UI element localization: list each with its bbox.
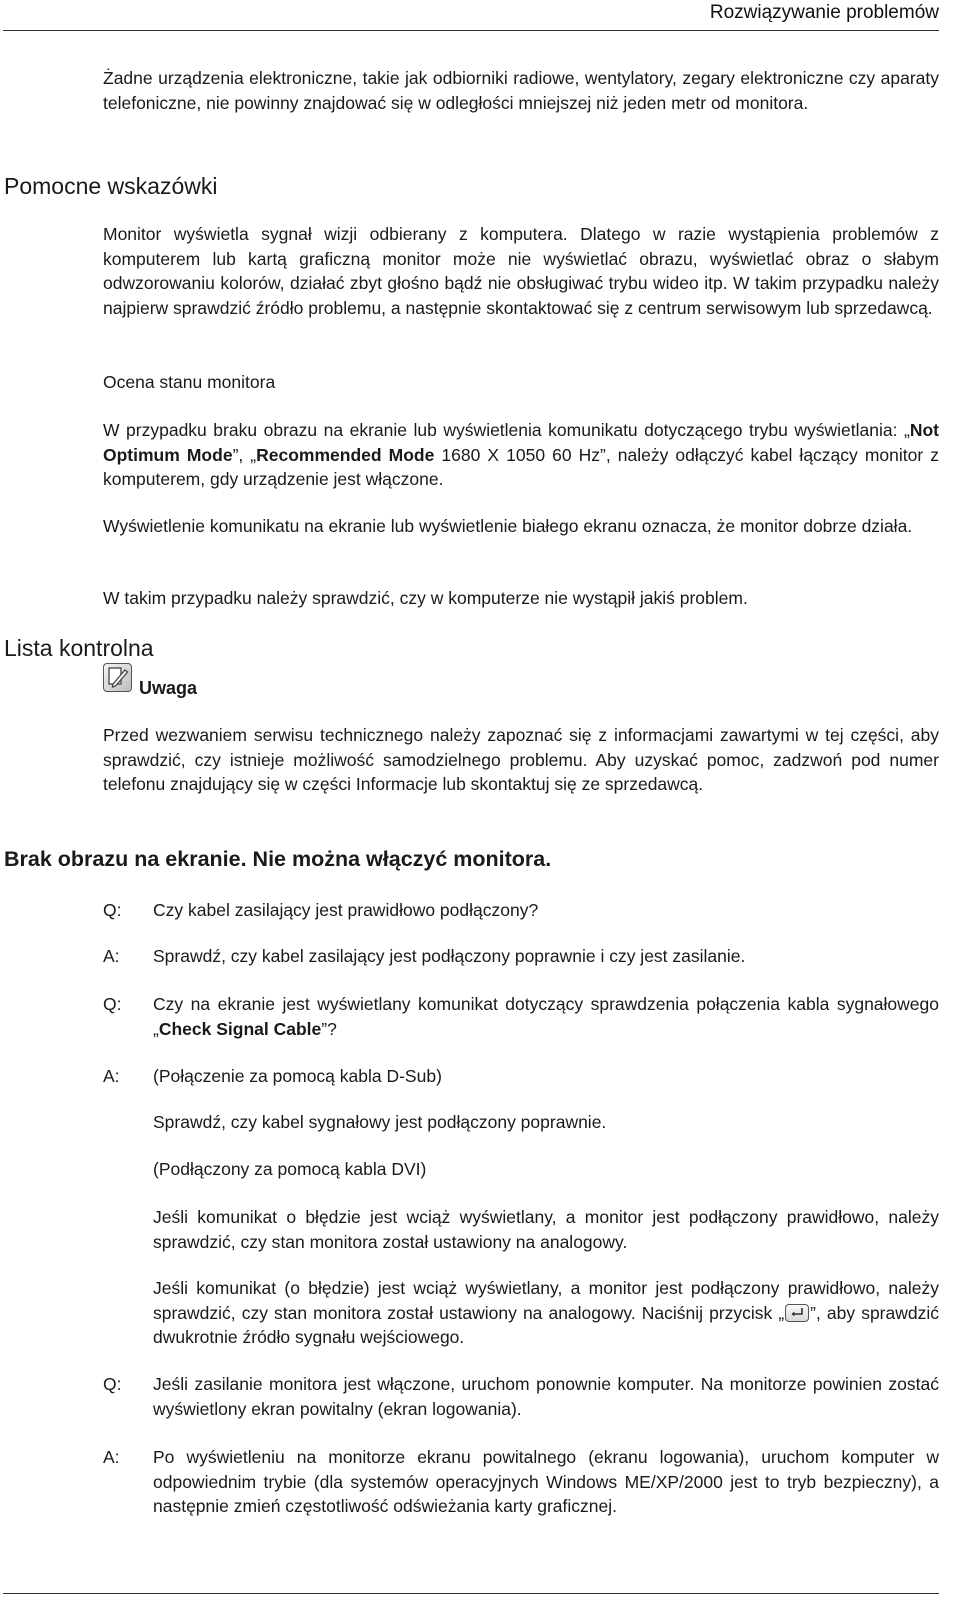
- question-label: Q:: [103, 1374, 122, 1394]
- question-3: Jeśli zasilanie monitora jest włączone, uruchom ponownie komputer. Na monitorze powinien zostać wyświetlony ekran powitalny (ekran logowania).: [153, 1374, 939, 1419]
- question-label: Q:: [103, 994, 122, 1014]
- not-optimum-mode-text: Not Optimum Mode: [103, 420, 939, 465]
- question-label: Q:: [103, 900, 122, 920]
- no-image-heading: Brak obrazu na ekranie. Nie można włączyć monitora.: [4, 847, 552, 871]
- tips-paragraph-2-end: 1680 X 1050 60 Hz”, należy odłączyć kabel łączący monitor z komputerem, gdy urządzenie jest włączone.: [103, 444, 940, 489]
- answer-1: Sprawdź, czy kabel zasilający jest podłączony poprawnie i czy jest zasilanie.: [153, 946, 746, 966]
- page-header-title: Rozwiązywanie problemów: [709, 2, 939, 23]
- answer-2-dvi: (Podłączony za pomocą kabla DVI): [153, 1159, 427, 1179]
- header-divider: [3, 30, 939, 31]
- footer-divider: [3, 1593, 939, 1594]
- answer-2-source-check-end: ”, aby sprawdzić dwukrotnie źródło sygnału wejściowego.: [153, 1302, 939, 1347]
- question-1: Czy kabel zasilający jest prawidłowo podłączony?: [153, 900, 539, 920]
- answer-3: Po wyświetleniu na monitorze ekranu powitalnego (ekranu logowania), uruchom komputer w odpowiednim trybie (dla systemów operacyjnych Windows ME/XP/2000 jest to tryb bezpieczny), a następnie zmień częstotliwość odświeżania karty graficznej.: [153, 1447, 939, 1516]
- tips-paragraph-2-mid: ”, „: [232, 444, 257, 465]
- monitor-check-subheading: Ocena stanu monitora: [103, 372, 276, 392]
- note-pencil-icon: [103, 663, 132, 692]
- tips-paragraph-4: W takim przypadku należy sprawdzić, czy w komputerze nie wystąpił jakiś problem.: [103, 588, 748, 608]
- answer-label: A:: [103, 1447, 120, 1467]
- enter-key-icon: [785, 1304, 809, 1322]
- question-2-end: ”?: [321, 1018, 337, 1039]
- answer-2-source-check: [153, 1276, 939, 1350]
- tips-paragraph-3: Wyświetlenie komunikatu na ekranie lub wyświetlenie białego ekranu oznacza, że monitor dobrze działa.: [103, 516, 913, 536]
- check-signal-cable-text: Check Signal Cable: [158, 1018, 322, 1039]
- intro-warning: Żadne urządzenia elektroniczne, takie jak odbiorniki radiowe, wentylatory, zegary elektroniczne czy aparaty telefoniczne, nie powinny znajdować się w odległości mniejszej niż jeden metr od monitora.: [103, 68, 939, 113]
- tips-paragraph-2: [103, 418, 939, 492]
- answer-2-dsub-check: Sprawdź, czy kabel sygnałowy jest podłączony poprawnie.: [153, 1112, 607, 1132]
- question-2-start: Czy na ekranie jest wyświetlany komunikat dotyczący sprawdzenia połączenia kabla sygnałowego „: [153, 994, 939, 1039]
- note-label: Uwaga: [139, 678, 198, 698]
- recommended-mode-text: Recommended Mode: [256, 444, 435, 465]
- checklist-note-text: Przed wezwaniem serwisu technicznego należy zapoznać się z informacjami zawartymi w tej części, aby sprawdzić, czy istnieje możliwość samodzielnego problemu. Aby uzyskać pomoc, zadzwoń pod numer telefonu znajdujący się w części Informacje lub skontaktuj się ze sprzedawcą.: [103, 725, 939, 794]
- tips-heading: Pomocne wskazówki: [4, 173, 218, 199]
- tips-paragraph-1: Monitor wyświetla sygnał wizji odbierany z komputera. Dlatego w razie wystąpienia problemów z komputerem lub kartą graficzną monitor może nie wyświetlać obrazu, wyświetlać obraz o słabym odwzorowaniu kolorów, działać zbyt głośno bądź nie obsługiwać trybu wideo itp. W takim przypadku należy najpierw sprawdzić źródło problemu, a następnie skontaktować się z centrum serwisowym lub sprzedawcą.: [103, 224, 939, 318]
- answer-2-dvi-check: Jeśli komunikat o błędzie jest wciąż wyświetlany, a monitor jest podłączony prawidłowo, należy sprawdzić, czy stan monitora został ustawiony na analogowy.: [153, 1207, 939, 1252]
- answer-2-source-check-start: Jeśli komunikat (o błędzie) jest wciąż wyświetlany, a monitor jest podłączony prawidłowo, należy sprawdzić, czy stan monitora został ustawiony na analogowy. Naciśnij przycisk „: [153, 1278, 939, 1323]
- checklist-heading: Lista kontrolna: [4, 635, 154, 661]
- answer-label: A:: [103, 946, 120, 966]
- answer-2-dsub: (Połączenie za pomocą kabla D-Sub): [153, 1066, 442, 1086]
- question-2: [153, 992, 939, 1041]
- answer-label: A:: [103, 1066, 120, 1086]
- tips-paragraph-2-start: W przypadku braku obrazu na ekranie lub wyświetlenia komunikatu dotyczącego trybu wyświetlania: „: [103, 420, 910, 440]
